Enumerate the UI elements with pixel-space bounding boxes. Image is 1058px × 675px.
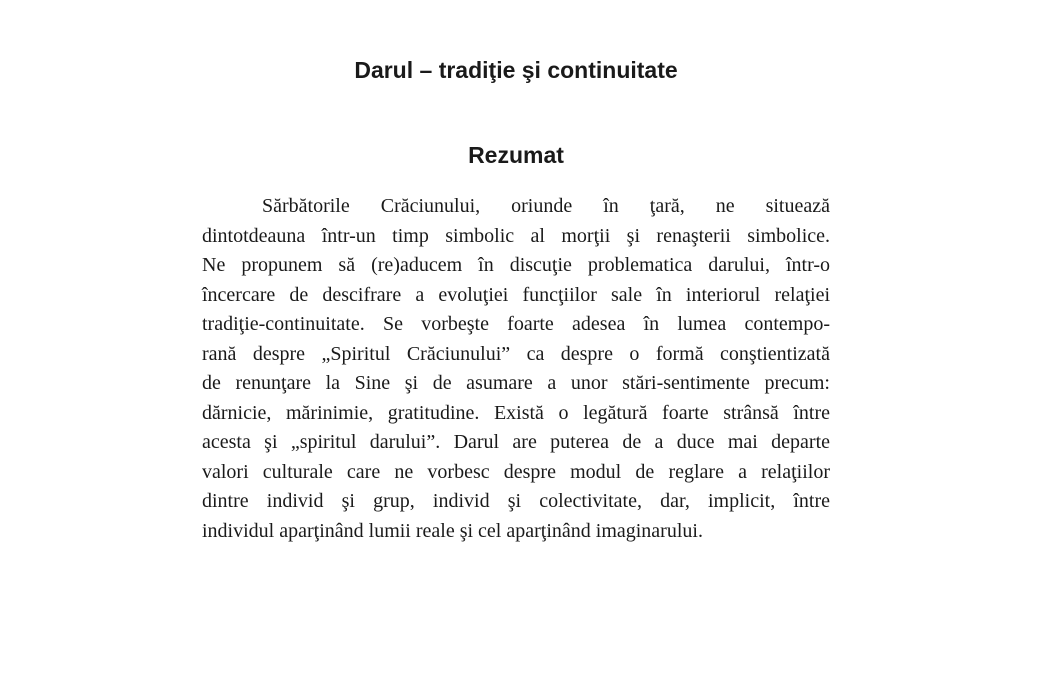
abstract-line: de renunţare la Sine şi de asumare a unor stări-sentimente precum:	[202, 372, 830, 394]
abstract-line: Sărbătorile Crăciunului, oriunde în ţară, ne situează	[262, 195, 830, 217]
abstract-paragraph	[202, 192, 830, 546]
abstract-line: individul aparţinând lumii reale şi cel aparţinând imaginarului.	[202, 519, 703, 542]
abstract-line: dintre individ şi grup, individ şi colectivitate, dar, implicit, între	[202, 490, 830, 512]
document-title: Darul – tradiţie şi continuitate	[354, 57, 678, 83]
abstract-line: dintotdeauna într-un timp simbolic al morţii şi renaşterii simbolice.	[202, 224, 830, 247]
abstract-line: Ne propunem să (re)aducem în discuţie problematica darului, într-o	[202, 254, 830, 276]
abstract-line: tradiţie-continuitate. Se vorbeşte foarte adesea în lumea contempo-	[202, 313, 830, 335]
section-heading-rezumat: Rezumat	[468, 142, 564, 168]
abstract-line: acesta şi „spiritul darului”. Darul are puterea de a duce mai departe	[202, 431, 830, 453]
abstract-line: încercare de descifrare a evoluţiei funcţiilor sale în interiorul relaţiei	[202, 283, 830, 306]
abstract-line: dărnicie, mărinimie, gratitudine. Există o legătură foarte strânsă între	[202, 401, 830, 424]
abstract-line: rană despre „Spiritul Crăciunului” ca despre o formă conştientizată	[202, 342, 830, 365]
abstract-line: valori culturale care ne vorbesc despre modul de reglare a relaţiilor	[202, 460, 830, 483]
